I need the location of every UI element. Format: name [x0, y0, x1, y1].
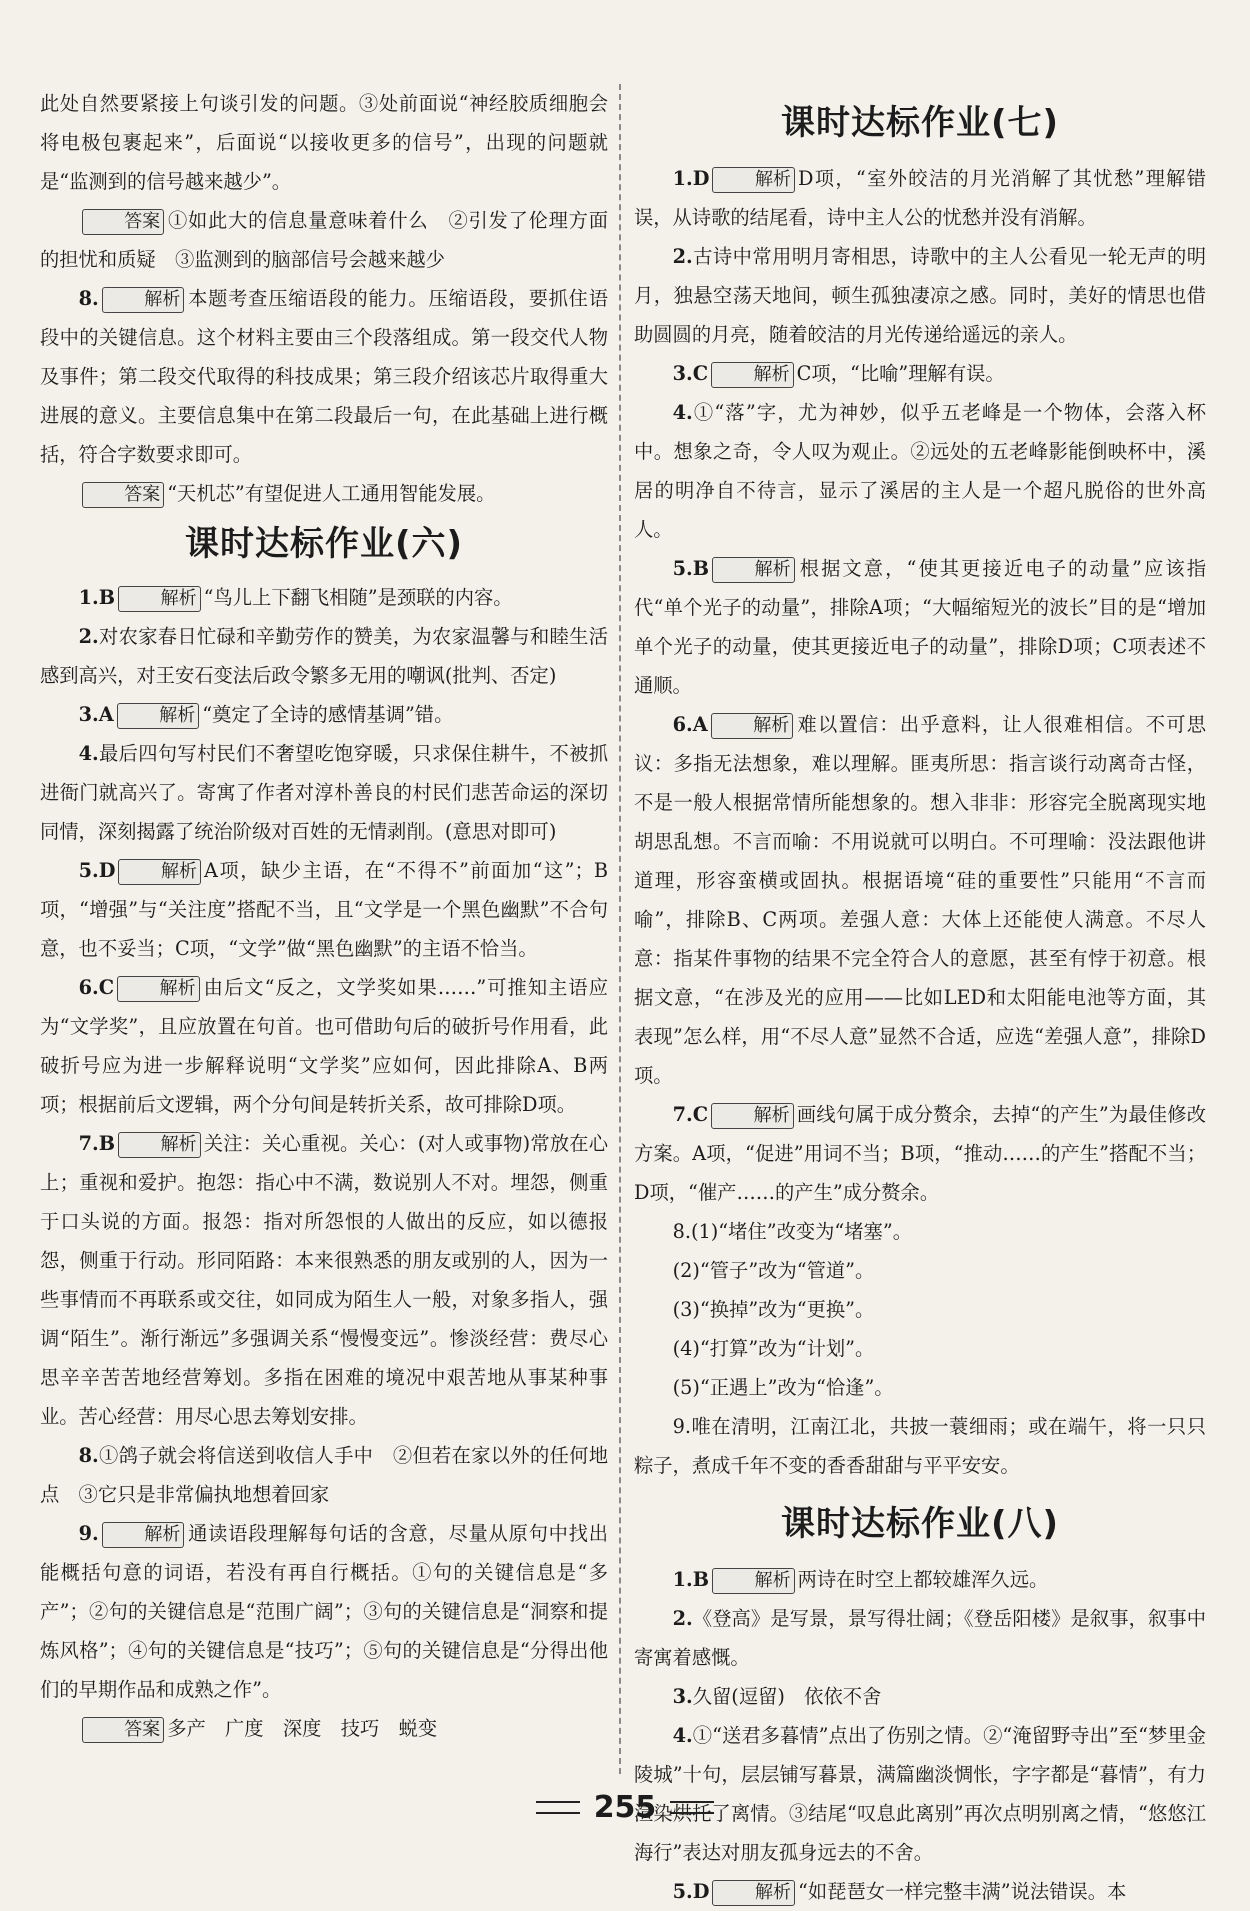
question-text: 画线句属于成分赘余，去掉“的产生”为最佳修改方案。A项，“促进”用词不当；B项，“推动……的产生”搭配不当；D项，“催产……的产生”成分赘余。 [634, 1103, 1206, 1204]
answer-text: 多产 广度 深度 技巧 蜕变 [167, 1717, 438, 1740]
question-item [634, 393, 1206, 549]
question-item [40, 279, 608, 474]
footer-rule-right [670, 1801, 714, 1814]
question-text: 两诗在时空上都较雄浑久远。 [797, 1568, 1049, 1591]
footer-rule-left [536, 1801, 580, 1814]
question-text: A项，缺少主语，在“不得不”前面加“这”；B项，“增强”与“关注度”搭配不当，且“文学是一个黑色幽默”不合句意，也不妥当；C项，“文学”做“黑色幽默”的主语不恰当。 [40, 859, 608, 960]
question-text: 古诗中常用明月寄相思，诗歌中的主人公看见一轮无声的明月，独悬空荡天地间，顿生孤独凄凉之感。同时，美好的情思也借助圆圆的月亮，随着皎洁的月光传递给遥远的亲人。 [634, 245, 1206, 346]
question-item [40, 578, 608, 617]
question-number: 7.B [78, 1132, 116, 1155]
question-text: 最后四句写村民们不奢望吃饱穿暖，只求保住耕牛，不被抓进衙门就高兴了。寄寓了作者对淳朴善良的村民们悲苦命运的深切同情，深刻揭露了统治阶级对百姓的无情剥削。(意思对即可) [40, 742, 608, 843]
analysis-tag: 解析 [712, 167, 795, 193]
question-text: 《登高》是写景，景写得壮阔；《登岳阳楼》是叙事，叙事中寄寓着感慨。 [634, 1607, 1206, 1669]
question-item [40, 695, 608, 734]
question-item [40, 851, 608, 968]
question-item: (2)“管子”改为“管道”。 [672, 1259, 875, 1282]
question-item [634, 549, 1206, 705]
question-number: 9. [78, 1522, 99, 1545]
page-number: 255 [593, 1790, 657, 1825]
question-number: 4. [672, 401, 693, 424]
question-item [40, 617, 608, 695]
left-column [40, 84, 608, 1748]
analysis-tag: 解析 [117, 976, 200, 1002]
section-8-items [634, 1560, 1206, 1911]
question-item [40, 734, 608, 851]
column-divider [619, 84, 621, 1774]
question-item [634, 1599, 1206, 1677]
question-item [634, 159, 1206, 237]
question-item [634, 1677, 1206, 1716]
question-number: 1.B [78, 586, 116, 609]
answer-tag: 答案 [82, 482, 165, 508]
question-item [634, 705, 1206, 1095]
question-text: 对农家春日忙碌和辛勤劳作的赞美，为农家温馨与和睦生活感到高兴，对王安石变法后政令繁多无用的嘲讽(批判、否定) [40, 625, 608, 687]
question-item: 8.(1)“堵住”改变为“堵塞”。 [672, 1220, 912, 1243]
section-6-items [40, 578, 608, 1709]
question-text: ①“落”字，尤为神妙，似乎五老峰是一个物体，会落入杯中。想象之奇，令人叹为观止。②远处的五老峰影能倒映杯中，溪居的明净自不待言，显示了溪居的主人是一个超凡脱俗的世外高人。 [634, 401, 1206, 541]
answer-block [40, 474, 608, 513]
question-number: 6.C [78, 976, 115, 999]
question-number: 1.B [672, 1568, 710, 1591]
question-item [634, 1872, 1206, 1911]
question-text: 根据文意，“使其更接近电子的动量”应该指代“单个光子的动量”，排除A项；“大幅缩短光的波长”目的是“增加单个光子的动量，使其更接近电子的动量”，排除D项；C项表述不通顺。 [634, 557, 1206, 697]
question-number: 2. [672, 245, 693, 268]
question-text: 难以置信：出乎意料，让人很难相信。不可思议：多指无法想象，难以理解。匪夷所思：指言谈行动离奇古怪，不是一般人根据常情所能想象的。想入非非：形容完全脱离现实地胡思乱想。不言而喻：不用说就可以明白。不可理喻：没法跟他讲道理，形容蛮横或固执。根据语境“硅的重要性”只能用“不言而喻”，排除B、C两项。差强人意：大体上还能使人满意。不尽人意：指某件事物的结果不完全符合人的意愿，甚至有悖于初意。根据文意，“在涉及光的应用——比如LED和太阳能电池等方面，其表现”怎么样，用“不尽人意”显然不合适，应选“差强人意”，排除D项。 [634, 713, 1206, 1087]
section-heading-8: 课时达标作业(八) [780, 1504, 1060, 1544]
page-footer [0, 1790, 1250, 1825]
answer-text: “天机芯”有望促进人工通用智能发展。 [167, 482, 496, 505]
answer-block [40, 1709, 608, 1748]
question-text: 由后文“反之，文学奖如果……”可推知主语应为“文学奖”，且应放置在句首。也可借助句后的破折号作用看，此破折号应为进一步解释说明“文学奖”应如何，因此排除A、B两项；根据前后文逻辑，两个分句间是转折关系，故可排除D项。 [40, 976, 608, 1116]
question-number: 2. [672, 1607, 693, 1630]
question-number: 5.D [78, 859, 116, 882]
answer-text: ①如此大的信息量意味着什么 ②引发了伦理方面的担忧和质疑 ③监测到的脑部信号会越来越少 [40, 209, 608, 271]
question-number: 8. [78, 287, 99, 310]
question-text: ①鸽子就会将信送到收信人手中 ②但若在家以外的任何地点 ③它只是非常偏执地想着回家 [40, 1444, 608, 1506]
analysis-tag: 解析 [102, 287, 185, 313]
question-item [40, 1514, 608, 1709]
question-text: 关注：关心重视。关心：(对人或事物)常放在心上；重视和爱护。抱怨：指心中不满，数说别人不对。埋怨，侧重于口头说的方面。报怨：指对所怨恨的人做出的反应，如以德报怨，侧重于行动。形同陌路：本来很熟悉的朋友或别的人，因为一些事情而不再联系或交往，如同成为陌生人一般，对象多指人，强调“陌生”。渐行渐远”多强调关系“慢慢变远”。惨淡经营：费尽心思辛辛苦苦地经营筹划。多指在困难的境况中艰苦地从事某种事业。苦心经营：用尽心思去筹划安排。 [40, 1132, 608, 1428]
question-number: 4. [78, 742, 99, 765]
question-number: 6.A [672, 713, 708, 736]
question-text: C项，“比喻”理解有误。 [796, 362, 1005, 385]
answer-block [40, 201, 608, 279]
right-column [634, 84, 1206, 1911]
analysis-tag: 解析 [102, 1522, 185, 1548]
answer-tag: 答案 [82, 1717, 165, 1743]
question-number: 5.D [672, 1880, 710, 1903]
question-text: ①“送君多暮情”点出了伤别之情。②“淹留野寺出”至“梦里金陵城”十句，层层铺写暮景，满篇幽淡惆怅，字字都是“暮情”，有力渲染烘托了离情。③结尾“叹息此离别”再次点明别离之情，“悠悠江海行”表达对朋友孤身远去的不舍。 [634, 1724, 1206, 1864]
question-text: “奠定了全诗的感情基调”错。 [202, 703, 454, 726]
analysis-tag: 解析 [711, 713, 794, 739]
question-item [40, 968, 608, 1124]
question-item: (5)“正遇上”改为“恰逢”。 [672, 1376, 894, 1399]
question-text: 久留(逗留) 依依不舍 [692, 1685, 882, 1708]
question-number: 7.C [672, 1103, 709, 1126]
question-number: 5.B [672, 557, 710, 580]
question-number: 3.A [78, 703, 114, 726]
question-number: 2. [78, 625, 99, 648]
analysis-tag: 解析 [711, 1103, 794, 1129]
question-text: 本题考查压缩语段的能力。压缩语段，要抓住语段中的关键信息。这个材料主要由三个段落组成。第一段交代人物及事件；第二段交代取得的科技成果；第三段介绍该芯片取得重大进展的意义。主要信息集中在第二段最后一句，在此基础上进行概括，符合字数要求即可。 [40, 287, 608, 466]
analysis-tag: 解析 [117, 703, 200, 729]
answer-tag: 答案 [82, 209, 165, 235]
analysis-tag: 解析 [712, 1568, 795, 1594]
question-number: 3.C [672, 362, 709, 385]
question-item [634, 354, 1206, 393]
question-item [40, 1124, 608, 1436]
section-heading-6: 课时达标作业(六) [184, 524, 464, 564]
question-item [634, 237, 1206, 354]
section-heading-7: 课时达标作业(七) [780, 103, 1060, 143]
question-number: 4. [672, 1724, 693, 1747]
question-item: 9.唯在清明，江南江北，共披一蓑细雨；或在端午，将一只只粽子，煮成千年不变的香香甜甜与平平安安。 [634, 1415, 1206, 1477]
question-item [634, 1095, 1206, 1212]
analysis-tag: 解析 [118, 859, 201, 885]
question-number: 8. [78, 1444, 99, 1467]
analysis-tag: 解析 [712, 557, 795, 583]
question-text: 通读语段理解每句话的含意，尽量从原句中找出能概括句意的词语，若没有再自行概括。①句的关键信息是“多产”；②句的关键信息是“范围广阔”；③句的关键信息是“洞察和提炼风格”；④句的关键信息是“技巧”；⑤句的关键信息是“分得出他们的早期作品和成熟之作”。 [40, 1522, 608, 1701]
question-item [40, 1436, 608, 1514]
analysis-tag: 解析 [118, 586, 201, 612]
intro-paragraph: 此处自然要紧接上句谈引发的问题。③处前面说“神经胶质细胞会将电极包裹起来”，后面说“以接收更多的信号”，出现的问题就是“监测到的信号越来越少”。 [40, 92, 608, 193]
question-number: 1.D [672, 167, 710, 190]
question-item: (3)“换掉”改为“更换”。 [672, 1298, 875, 1321]
question-number: 3. [672, 1685, 693, 1708]
question-text: D项，“室外皎洁的月光消解了其忧愁”理解错误，从诗歌的结尾看，诗中主人公的忧愁并没有消解。 [634, 167, 1206, 229]
section-7-items [634, 159, 1206, 1212]
analysis-tag: 解析 [712, 1880, 795, 1906]
question-text: “鸟儿上下翻飞相随”是颈联的内容。 [203, 586, 513, 609]
question-item [634, 1560, 1206, 1599]
question-text: “如琵琶女一样完整丰满”说法错误。本 [798, 1880, 1127, 1903]
analysis-tag: 解析 [711, 362, 794, 388]
analysis-tag: 解析 [118, 1132, 201, 1158]
question-item: (4)“打算”改为“计划”。 [672, 1337, 875, 1360]
